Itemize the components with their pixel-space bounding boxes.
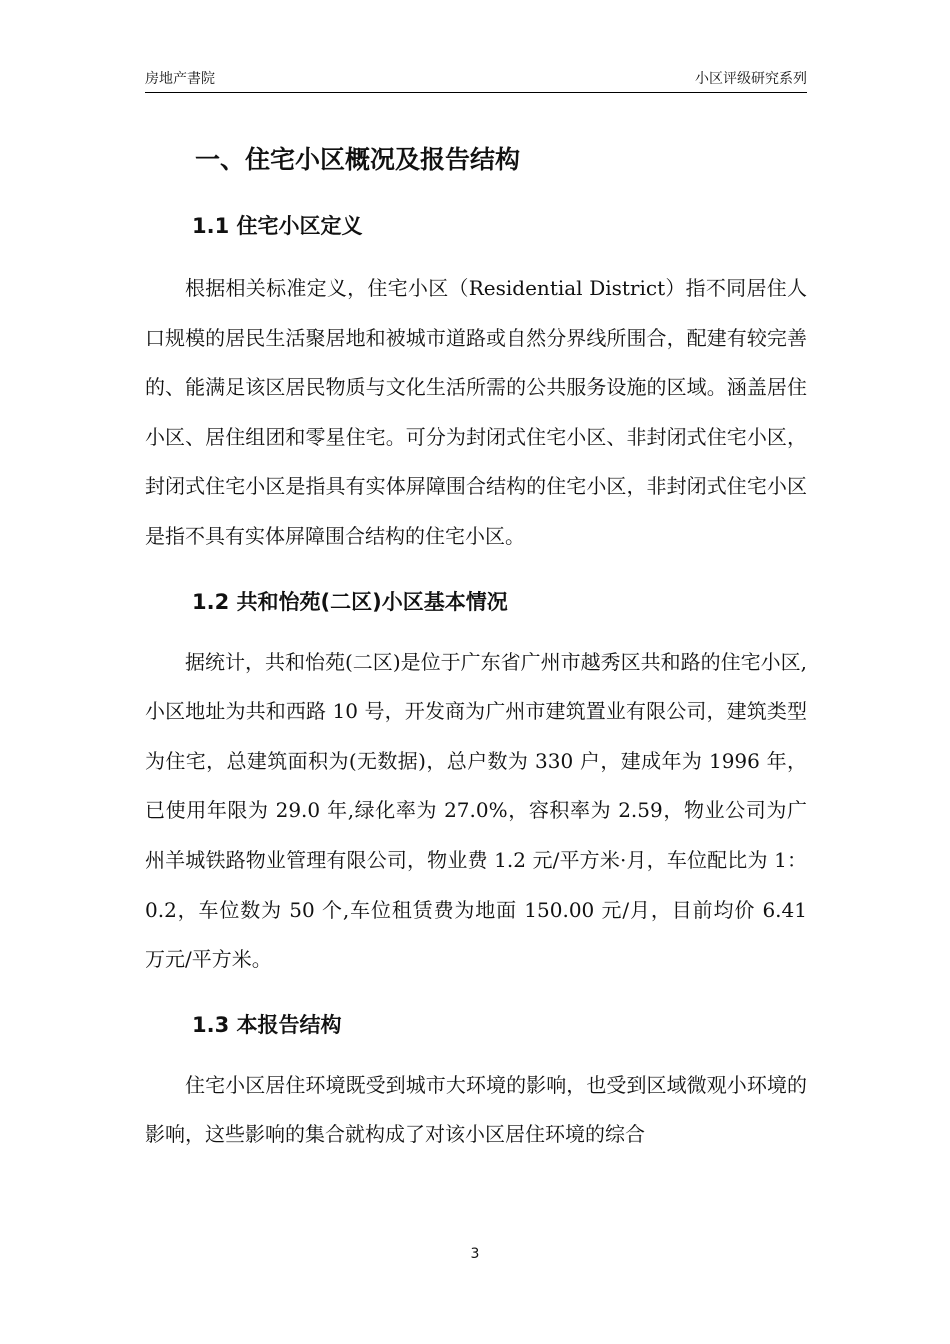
section-paragraph-report-structure: 住宅小区居住环境既受到城市大环境的影响，也受到区域微观小环境的影响，这些影响的集合就构成了对该小区居住环境的综合 bbox=[145, 1072, 807, 1147]
section-paragraph-basic-info: 据统计，共和怡苑(二区)是位于广东省广州市越秀区共和路的住宅小区,小区地址为共和西路 10 号，开发商为广州市建筑置业有限公司，建筑类型为住宅，总建筑面积为(无数据)，总户数为 330 户，建成年为 1996 年，已使用年限为 29.0 年,绿化率为 27.0%，容积率为 2.59，物业公司为广州羊城铁路物业管理有限公司，物业费 1.2 元/平方米·月，车位配比为 1：0.2，车位数为 50 个,车位租赁费为地面 150.00 元/月，目前均价 6.41 万元/平方米。 bbox=[145, 649, 807, 972]
section-paragraph-definition: 根据相关标准定义，住宅小区（Residential District）指不同居住人口规模的居民生活聚居地和被城市道路或自然分界线所围合，配建有较完善的、能满足该区居民物质与文化生活所需的公共服务设施的区域。涵盖居住小区、居住组团和零星住宅。可分为封闭式住宅小区、非封闭式住宅小区，封闭式住宅小区是指具有实体屏障围合结构的住宅小区，非封闭式住宅小区是指不具有实体屏障围合结构的住宅小区。 bbox=[145, 276, 807, 548]
header-series-title: 小区评级研究系列 bbox=[695, 71, 807, 87]
section-heading-report-structure: 1.3 本报告结构 bbox=[192, 1012, 342, 1037]
page-number: 3 bbox=[470, 1246, 480, 1262]
document-body bbox=[145, 140, 807, 1160]
page-header bbox=[145, 64, 807, 93]
section-heading-basic-info: 1.2 共和怡苑(二区)小区基本情况 bbox=[192, 589, 508, 614]
section-heading-definition: 1.1 住宅小区定义 bbox=[192, 214, 363, 238]
chapter-title: 一、住宅小区概况及报告结构 bbox=[195, 145, 521, 174]
header-publisher: 房地产書院 bbox=[145, 71, 215, 87]
